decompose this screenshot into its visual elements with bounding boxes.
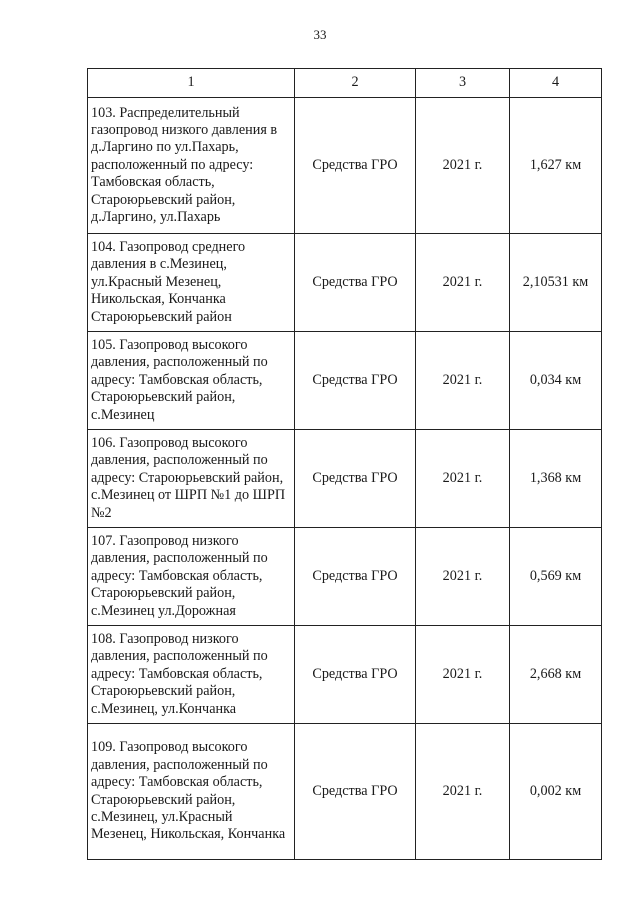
- funding-source-cell: Средства ГРО: [295, 528, 416, 626]
- object-name-cell: 106. Газопровод высокого давления, расположенный по адресу: Староюрьевский район, с.Мезинец от ШРП №1 до ШРП №2: [88, 430, 295, 528]
- object-name-cell: 108. Газопровод низкого давления, расположенный по адресу: Тамбовская область, Староюрьевский район, с.Мезинец, ул.Кончанка: [88, 626, 295, 724]
- table-row: [88, 234, 602, 332]
- funding-source-cell: Средства ГРО: [295, 430, 416, 528]
- column-header-3: 3: [416, 69, 510, 98]
- table-row: [88, 528, 602, 626]
- object-name-cell: 109. Газопровод высокого давления, расположенный по адресу: Тамбовская область, Староюрьевский район, с.Мезинец, ул.Красный Мезенец, Никольская, Кончанка: [88, 724, 295, 860]
- table-row: [88, 98, 602, 234]
- year-cell: 2021 г.: [416, 234, 510, 332]
- header-row: [88, 69, 602, 98]
- length-cell: 0,569 км: [510, 528, 602, 626]
- year-cell: 2021 г.: [416, 98, 510, 234]
- page-number: 33: [313, 27, 327, 42]
- year-cell: 2021 г.: [416, 724, 510, 860]
- object-name-cell: 103. Распределительный газопровод низкого давления в д.Ларгино по ул.Пахарь, расположенный по адресу: Тамбовская область, Староюрьевский район, д.Ларгино, ул.Пахарь: [88, 98, 295, 234]
- funding-source-cell: Средства ГРО: [295, 626, 416, 724]
- length-cell: 2,10531 км: [510, 234, 602, 332]
- table-row: [88, 332, 602, 430]
- table-row: [88, 724, 602, 860]
- year-cell: 2021 г.: [416, 528, 510, 626]
- column-header-2: 2: [295, 69, 416, 98]
- length-cell: 1,368 км: [510, 430, 602, 528]
- year-cell: 2021 г.: [416, 626, 510, 724]
- object-name-cell: 105. Газопровод высокого давления, расположенный по адресу: Тамбовская область, Староюрьевский район, с.Мезинец: [88, 332, 295, 430]
- funding-source-cell: Средства ГРО: [295, 724, 416, 860]
- table-row: [88, 626, 602, 724]
- column-header-1: 1: [88, 69, 295, 98]
- object-name-cell: 107. Газопровод низкого давления, расположенный по адресу: Тамбовская область, Староюрьевский район, с.Мезинец ул.Дорожная: [88, 528, 295, 626]
- table-row: [88, 430, 602, 528]
- gas-pipeline-table: [87, 68, 602, 860]
- year-cell: 2021 г.: [416, 332, 510, 430]
- length-cell: 2,668 км: [510, 626, 602, 724]
- funding-source-cell: Средства ГРО: [295, 332, 416, 430]
- year-cell: 2021 г.: [416, 430, 510, 528]
- object-name-cell: 104. Газопровод среднего давления в с.Мезинец, ул.Красный Мезенец, Никольская, Кончанка Староюрьевский район: [88, 234, 295, 332]
- column-header-4: 4: [510, 69, 602, 98]
- length-cell: 0,034 км: [510, 332, 602, 430]
- length-cell: 0,002 км: [510, 724, 602, 860]
- funding-source-cell: Средства ГРО: [295, 234, 416, 332]
- funding-source-cell: Средства ГРО: [295, 98, 416, 234]
- length-cell: 1,627 км: [510, 98, 602, 234]
